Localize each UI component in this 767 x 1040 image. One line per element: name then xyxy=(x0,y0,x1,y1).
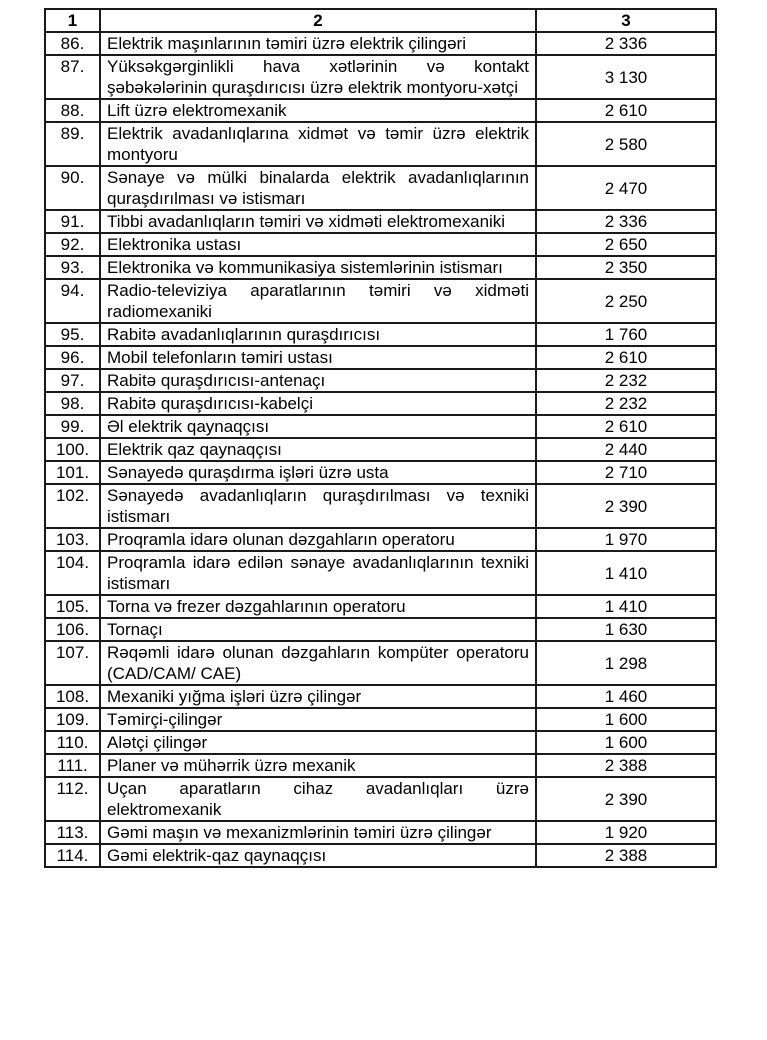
wage-value: 1 600 xyxy=(536,708,716,731)
wage-value: 2 610 xyxy=(536,415,716,438)
row-number: 114. xyxy=(45,844,100,867)
table-row xyxy=(45,122,716,166)
table-row xyxy=(45,210,716,233)
wage-value: 2 336 xyxy=(536,32,716,55)
table-row xyxy=(45,821,716,844)
table-row xyxy=(45,55,716,99)
profession-name: Elektrik qaz qaynaqçısı xyxy=(100,438,536,461)
wage-value: 1 920 xyxy=(536,821,716,844)
row-number: 105. xyxy=(45,595,100,618)
header-col-value: 3 xyxy=(536,9,716,32)
table-row xyxy=(45,99,716,122)
row-number: 93. xyxy=(45,256,100,279)
profession-name: Tibbi avadanlıqların təmiri və xidməti elektromexaniki xyxy=(100,210,536,233)
profession-name: Rabitə avadanlıqlarının quraşdırıcısı xyxy=(100,323,536,346)
wage-value: 2 610 xyxy=(536,346,716,369)
wage-value: 1 410 xyxy=(536,595,716,618)
wage-value: 2 440 xyxy=(536,438,716,461)
row-number: 90. xyxy=(45,166,100,210)
profession-name: Rəqəmli idarə olunan dəzgahların kompüter operatoru (CAD/CAM/ CAE) xyxy=(100,641,536,685)
profession-name: Gəmi maşın və mexanizmlərinin təmiri üzrə çilingər xyxy=(100,821,536,844)
wage-value: 3 130 xyxy=(536,55,716,99)
row-number: 108. xyxy=(45,685,100,708)
wage-value: 1 630 xyxy=(536,618,716,641)
profession-name: Torna və frezer dəzgahlarının operatoru xyxy=(100,595,536,618)
table-row xyxy=(45,166,716,210)
table-row xyxy=(45,346,716,369)
profession-name: Elektrik maşınlarının təmiri üzrə elektrik çilingəri xyxy=(100,32,536,55)
table-row xyxy=(45,551,716,595)
row-number: 94. xyxy=(45,279,100,323)
row-number: 97. xyxy=(45,369,100,392)
wage-value: 1 600 xyxy=(536,731,716,754)
row-number: 99. xyxy=(45,415,100,438)
profession-name: Sənaye və mülki binalarda elektrik avadanlıqlarının quraşdırılması və istismarı xyxy=(100,166,536,210)
table-row xyxy=(45,754,716,777)
wage-value: 2 470 xyxy=(536,166,716,210)
table-row xyxy=(45,528,716,551)
wage-value: 2 650 xyxy=(536,233,716,256)
table-row xyxy=(45,32,716,55)
row-number: 113. xyxy=(45,821,100,844)
wage-value: 2 580 xyxy=(536,122,716,166)
profession-name: Sənayedə avadanlıqların quraşdırılması və texniki istismarı xyxy=(100,484,536,528)
row-number: 112. xyxy=(45,777,100,821)
profession-name: Yüksəkgərginlikli hava xətlərinin və kontakt şəbəkələrinin quraşdırıcısı üzrə elektrik montyoru-xətçi xyxy=(100,55,536,99)
profession-name: Mobil telefonların təmiri ustası xyxy=(100,346,536,369)
profession-name: Mexaniki yığma işləri üzrə çilingər xyxy=(100,685,536,708)
table-row xyxy=(45,323,716,346)
professions-wage-table xyxy=(44,8,717,868)
header-col-number: 1 xyxy=(45,9,100,32)
table-row xyxy=(45,618,716,641)
wage-value: 2 232 xyxy=(536,392,716,415)
table-body xyxy=(45,32,716,867)
wage-value: 2 390 xyxy=(536,484,716,528)
table-row xyxy=(45,484,716,528)
profession-name: Elektronika ustası xyxy=(100,233,536,256)
row-number: 110. xyxy=(45,731,100,754)
row-number: 91. xyxy=(45,210,100,233)
profession-name: Tornaçı xyxy=(100,618,536,641)
row-number: 101. xyxy=(45,461,100,484)
row-number: 86. xyxy=(45,32,100,55)
profession-name: Rabitə quraşdırıcısı-antenaçı xyxy=(100,369,536,392)
profession-name: Elektrik avadanlıqlarına xidmət və təmir üzrə elektrik montyoru xyxy=(100,122,536,166)
row-number: 109. xyxy=(45,708,100,731)
table-row xyxy=(45,461,716,484)
profession-name: Proqramla idarə edilən sənaye avadanlıqlarının texniki istismarı xyxy=(100,551,536,595)
profession-name: Əl elektrik qaynaqçısı xyxy=(100,415,536,438)
profession-name: Alətçi çilingər xyxy=(100,731,536,754)
table-row xyxy=(45,731,716,754)
row-number: 111. xyxy=(45,754,100,777)
table-row xyxy=(45,233,716,256)
profession-name: Gəmi elektrik-qaz qaynaqçısı xyxy=(100,844,536,867)
row-number: 107. xyxy=(45,641,100,685)
profession-name: Lift üzrə elektromexanik xyxy=(100,99,536,122)
table-row xyxy=(45,415,716,438)
row-number: 106. xyxy=(45,618,100,641)
profession-name: Proqramla idarə olunan dəzgahların operatoru xyxy=(100,528,536,551)
wage-value: 2 388 xyxy=(536,754,716,777)
row-number: 96. xyxy=(45,346,100,369)
wage-value: 2 350 xyxy=(536,256,716,279)
profession-name: Rabitə quraşdırıcısı-kabelçi xyxy=(100,392,536,415)
table-row xyxy=(45,844,716,867)
wage-value: 1 970 xyxy=(536,528,716,551)
table-row xyxy=(45,641,716,685)
table-row xyxy=(45,392,716,415)
row-number: 100. xyxy=(45,438,100,461)
table-row xyxy=(45,438,716,461)
row-number: 102. xyxy=(45,484,100,528)
row-number: 87. xyxy=(45,55,100,99)
table-header-row xyxy=(45,9,716,32)
row-number: 103. xyxy=(45,528,100,551)
row-number: 88. xyxy=(45,99,100,122)
wage-value: 2 610 xyxy=(536,99,716,122)
table-row xyxy=(45,595,716,618)
row-number: 98. xyxy=(45,392,100,415)
wage-value: 2 390 xyxy=(536,777,716,821)
row-number: 104. xyxy=(45,551,100,595)
row-number: 92. xyxy=(45,233,100,256)
profession-name: Planer və mühərrik üzrə mexanik xyxy=(100,754,536,777)
profession-name: Təmirçi-çilingər xyxy=(100,708,536,731)
wage-value: 2 710 xyxy=(536,461,716,484)
header-col-name: 2 xyxy=(100,9,536,32)
row-number: 95. xyxy=(45,323,100,346)
wage-value: 1 298 xyxy=(536,641,716,685)
table-row xyxy=(45,256,716,279)
row-number: 89. xyxy=(45,122,100,166)
profession-name: Sənayedə quraşdırma işləri üzrə usta xyxy=(100,461,536,484)
wage-value: 1 760 xyxy=(536,323,716,346)
table-row xyxy=(45,685,716,708)
table-row xyxy=(45,369,716,392)
wage-value: 2 250 xyxy=(536,279,716,323)
profession-name: Uçan aparatların cihaz avadanlıqları üzrə elektromexanik xyxy=(100,777,536,821)
wage-value: 2 336 xyxy=(536,210,716,233)
wage-value: 2 232 xyxy=(536,369,716,392)
wage-value: 1 410 xyxy=(536,551,716,595)
table-row xyxy=(45,708,716,731)
profession-name: Radio-televiziya aparatlarının təmiri və xidməti radiomexaniki xyxy=(100,279,536,323)
profession-name: Elektronika və kommunikasiya sistemlərinin istismarı xyxy=(100,256,536,279)
wage-value: 1 460 xyxy=(536,685,716,708)
wage-value: 2 388 xyxy=(536,844,716,867)
table-row xyxy=(45,279,716,323)
table-row xyxy=(45,777,716,821)
